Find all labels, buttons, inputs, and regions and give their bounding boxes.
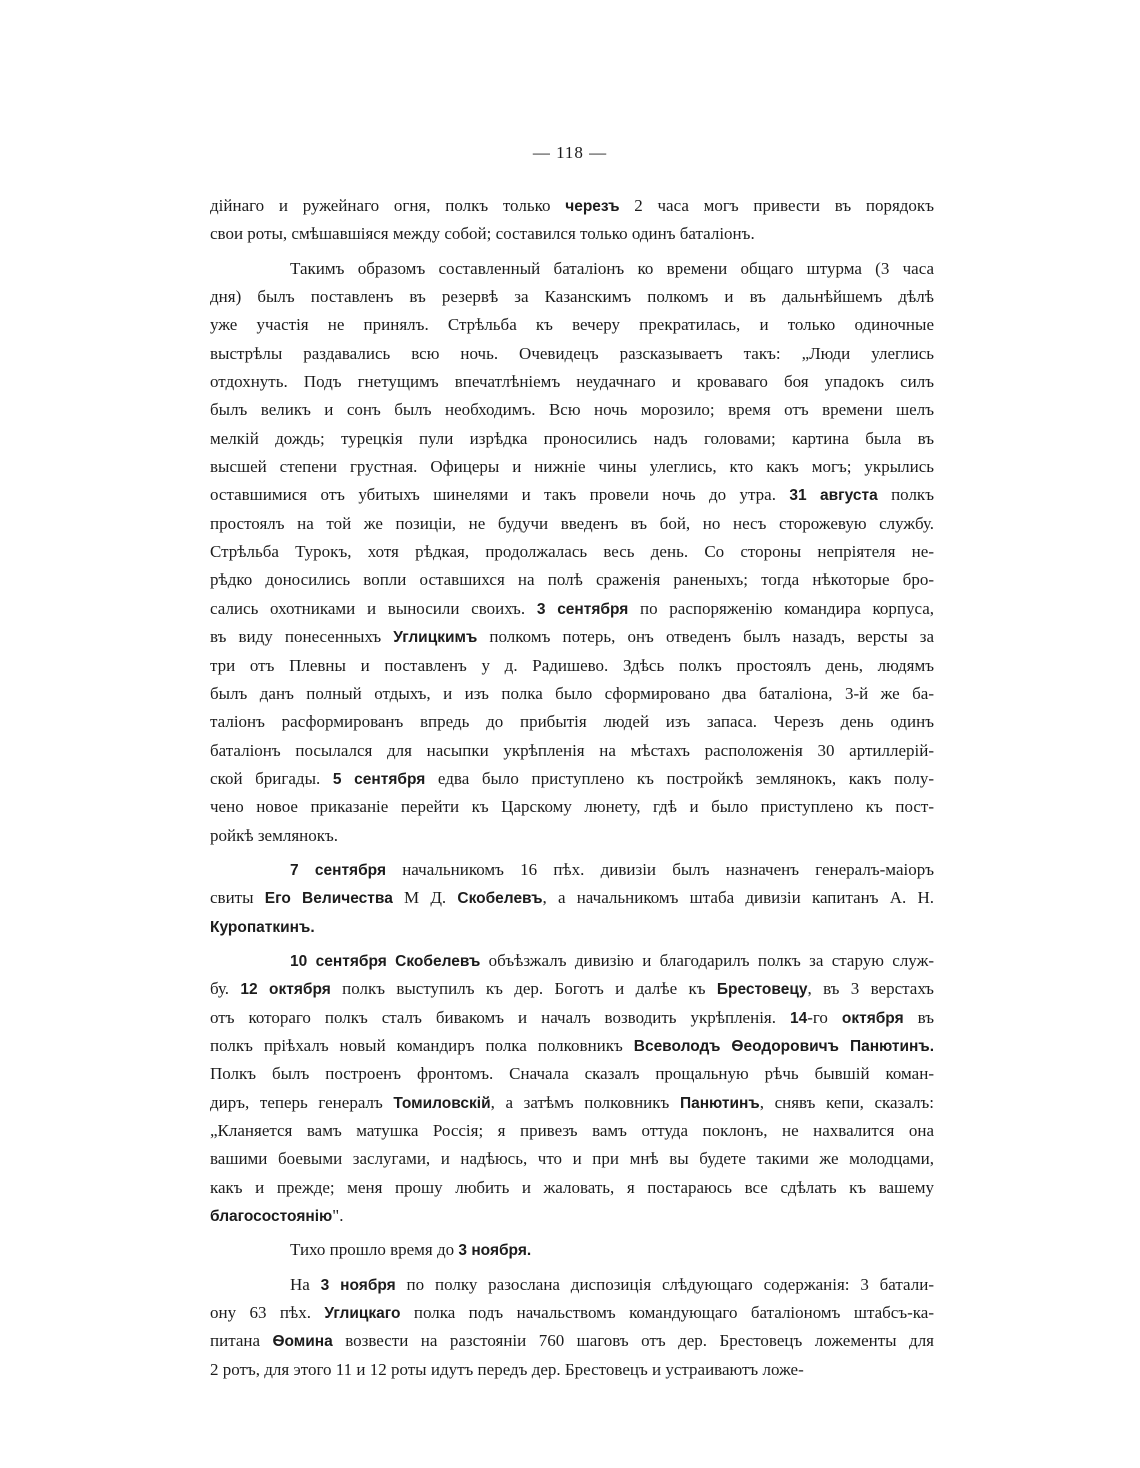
text-line (210, 1032, 934, 1060)
text-segment: высшей степени грустная. Офицеры и нижніе чины улеглись, кто какъ могъ; укрылись (210, 457, 934, 477)
bold-text-segment: 7 сентября (290, 861, 386, 879)
text-segment: , а начальникомъ штаба дивизіи капитанъ А. Н. (542, 888, 935, 908)
text-segment: свои роты, смѣшавшіяся между собой; составился только одинъ баталіонъ. (210, 224, 755, 244)
text-line (210, 595, 934, 623)
text-line (210, 680, 934, 708)
text-segment: по полку разослана диспозиція слѣдующаго содержанія: 3 батали- (395, 1274, 934, 1294)
text-segment: какъ и прежде; меня прошу любить и жаловать, я постараюсь все сдѣлать къ вашему (210, 1177, 934, 1197)
text-segment: „Кланяется вамъ матушка Россія; я привезъ вамъ оттуда поклонъ, не нахвалится она (210, 1121, 934, 1140)
text-line (210, 283, 934, 311)
bold-text-segment: черезъ (565, 198, 620, 215)
text-line (210, 652, 934, 680)
text-line (210, 425, 934, 453)
text-line (210, 884, 934, 912)
bold-text-segment: Углицкаго (324, 1305, 401, 1323)
text-line (210, 192, 934, 220)
text-segment: возвести на разстояніи 760 шаговъ отъ дер. Брестовецъ ложементы для (332, 1331, 934, 1351)
text-segment: ону 63 пѣх. (210, 1303, 325, 1323)
text-line (210, 1356, 934, 1384)
text-line (210, 1236, 934, 1264)
text-segment: отдохнуть. Подъ гнетущимъ впечатлѣніемъ неудачнаго и кроваваго боя упадокъ силъ (210, 372, 934, 392)
text-line (210, 538, 934, 566)
bold-text-segment: 5 сентября (332, 770, 426, 788)
text-segment: полкъ (877, 485, 934, 505)
text-segment: мелкій дождь; турецкія пули изрѣдка проносились надъ головами; картина была въ (210, 428, 934, 448)
text-segment: -го (807, 1007, 842, 1027)
text-segment: питана (210, 1331, 273, 1351)
bold-text-segment: Углицкимъ (393, 629, 478, 647)
text-line (210, 1004, 934, 1032)
body-text (210, 192, 934, 1384)
text-segment: чено новое приказаніе перейти къ Царскому люнету, гдѣ и было приступлено къ пост- (210, 797, 934, 817)
bold-text-segment: Куропаткинъ. (210, 918, 315, 936)
text-segment: сались охотниками и выносили своихъ. (210, 598, 537, 618)
bold-text-segment: 12 октября (240, 981, 331, 999)
text-segment: дійнаго и ружейнаго огня, полкъ только (210, 196, 566, 215)
paragraph (210, 856, 934, 941)
bold-text-segment: 14 (789, 1009, 808, 1027)
text-segment: оставшимися отъ убитыхъ шинелями и такъ провели ночь до утра. (210, 485, 790, 505)
text-line (210, 566, 934, 594)
text-line (210, 913, 934, 941)
bold-text-segment: 31 августа (789, 487, 878, 505)
text-segment: баталіонъ посылался для насыпки укрѣпленія на мѣстахъ расположенія 30 артиллерій- (210, 740, 934, 760)
text-segment: въ (903, 1007, 934, 1027)
text-line (210, 793, 934, 821)
text-line (210, 1174, 934, 1202)
text-segment: диръ, теперь генералъ (210, 1092, 394, 1112)
text-segment: полка подъ начальствомъ командующаго баталіономъ штабсъ-ка- (400, 1303, 934, 1323)
text-line (210, 453, 934, 481)
text-segment: объѣзжалъ дивизію и благодарилъ полкъ за старую служ- (480, 950, 934, 970)
bold-text-segment: Ѳомина (272, 1333, 333, 1351)
text-segment: въ виду понесенныхъ (210, 627, 394, 647)
bold-text-segment: 3 сентября (536, 600, 629, 618)
text-line (210, 396, 934, 424)
text-segment: , въ 3 верстахъ (807, 979, 934, 999)
text-line (210, 623, 934, 651)
text-line (210, 311, 934, 339)
paragraph (210, 255, 934, 850)
text-segment: едва было приступлено къ постройкѣ землянокъ, какъ полу- (425, 768, 934, 788)
text-segment: отъ котораго полкъ сталъ бивакомъ и началъ возводить укрѣпленія. (210, 1007, 790, 1027)
text-segment: полкъ выступилъ къ дер. Боготъ и далѣе къ (330, 979, 717, 999)
paragraph (210, 947, 934, 1230)
text-line (210, 481, 934, 509)
text-segment: начальникомъ 16 пѣх. дивизіи былъ назначенъ генералъ-маіоръ (386, 859, 935, 879)
text-line (210, 368, 934, 396)
bold-text-segment: октября (841, 1009, 904, 1027)
text-line (210, 975, 934, 1003)
text-line (210, 1327, 934, 1355)
paragraph (210, 1271, 934, 1384)
text-segment: На (290, 1274, 321, 1294)
text-line (210, 822, 934, 850)
bold-text-segment: Его Величества (264, 890, 393, 908)
text-segment: былъ великъ и сонъ былъ необходимъ. Всю ночь морозило; время отъ времени шелъ (210, 400, 934, 420)
text-segment: выстрѣлы раздавались всю ночь. Очевидецъ разсказываетъ такъ: „Люди улеглись (210, 343, 934, 363)
bold-text-segment: 3 ноября (320, 1276, 396, 1294)
text-segment: вашими боевыми заслугами, и надѣюсь, что и при мнѣ вы будете такими же молодцами, (210, 1149, 934, 1169)
paragraph (210, 1236, 934, 1264)
text-line (210, 1202, 934, 1230)
text-segment: , снявъ кепи, сказалъ: (759, 1092, 934, 1112)
bold-text-segment: 3 ноября. (458, 1242, 532, 1260)
bold-text-segment: Панютинъ (679, 1094, 760, 1112)
text-segment: уже участія не принялъ. Стрѣльба къ вечеру прекратилась, и только одиночные (210, 315, 934, 335)
text-line (210, 1089, 934, 1117)
text-segment: бу. (210, 979, 241, 999)
text-segment: таліонъ расформированъ впредь до прибытія людей изъ запаса. Черезъ день одинъ (210, 712, 934, 732)
text-line (210, 947, 934, 975)
text-segment: три отъ Плевны и поставленъ у д. Радишево. Здѣсь полкъ простоялъ день, людямъ (210, 655, 934, 675)
text-line (210, 1060, 934, 1088)
text-segment: Такимъ образомъ составленный баталіонъ ко времени общаго штурма (3 часа (290, 258, 934, 278)
bold-text-segment: благосостоянію (210, 1208, 333, 1226)
bold-text-segment: Томиловскій (393, 1094, 491, 1112)
text-segment: ". (332, 1206, 344, 1226)
text-segment: ской бригады. (210, 768, 333, 788)
text-segment: простоялъ на той же позиціи, не будучи введенъ въ бой, но несъ сторожевую службу. (210, 513, 934, 533)
text-segment: 2 ротъ, для этого 11 и 12 роты идутъ передъ дер. Брестовецъ и устраиваютъ ложе- (210, 1359, 804, 1379)
text-line (210, 255, 934, 283)
paragraph (210, 192, 934, 249)
text-segment: , а затѣмъ полковникъ (490, 1092, 680, 1112)
page-number: — 118 — (532, 143, 608, 162)
text-line (210, 1117, 934, 1145)
text-line (210, 340, 934, 368)
text-segment: Стрѣльба Турокъ, хотя рѣдкая, продолжалась весь день. Со стороны непріятеля не- (210, 542, 934, 562)
text-segment: свиты (210, 888, 265, 908)
text-segment: ройкѣ землянокъ. (210, 825, 339, 845)
text-line (210, 708, 934, 736)
text-segment: 2 часа могъ привести въ порядокъ (619, 196, 934, 215)
text-segment: по распоряженію командира корпуса, (628, 598, 934, 618)
text-line (210, 737, 934, 765)
text-segment: Тихо прошло время до (290, 1240, 459, 1260)
bold-text-segment: Всеволодъ Ѳеодоровичъ Панютинъ. (633, 1037, 934, 1055)
text-line (210, 510, 934, 538)
text-segment: полкомъ потерь, онъ отведенъ былъ назадъ, версты за (477, 627, 934, 647)
text-line (210, 1271, 934, 1299)
bold-text-segment: 10 сентября Скобелевъ (290, 952, 481, 970)
text-segment: М Д. (392, 888, 458, 908)
text-segment: рѣдко доносились вопли оставшихся на полѣ сраженія раненыхъ; тогда нѣкоторые бро- (210, 570, 934, 590)
text-segment: дня) былъ поставленъ въ резервѣ за Казанскимъ полкомъ и въ дальнѣйшемъ дѣлѣ (210, 287, 934, 307)
text-segment: полкъ пріѣхалъ новый командиръ полка полковникъ (210, 1035, 634, 1055)
text-segment: былъ данъ полный отдыхъ, и изъ полка было сформировано два баталіона, 3-й же ба- (210, 683, 934, 703)
text-line (210, 220, 934, 248)
bold-text-segment: Скобелевъ (457, 890, 543, 908)
text-line (210, 1299, 934, 1327)
text-segment: Полкъ былъ построенъ фронтомъ. Сначала сказалъ прощальную рѣчь бывшій коман- (210, 1064, 934, 1084)
text-line (210, 1145, 934, 1173)
bold-text-segment: Брестовецу (716, 981, 808, 999)
text-line (210, 765, 934, 793)
text-line (210, 856, 934, 884)
